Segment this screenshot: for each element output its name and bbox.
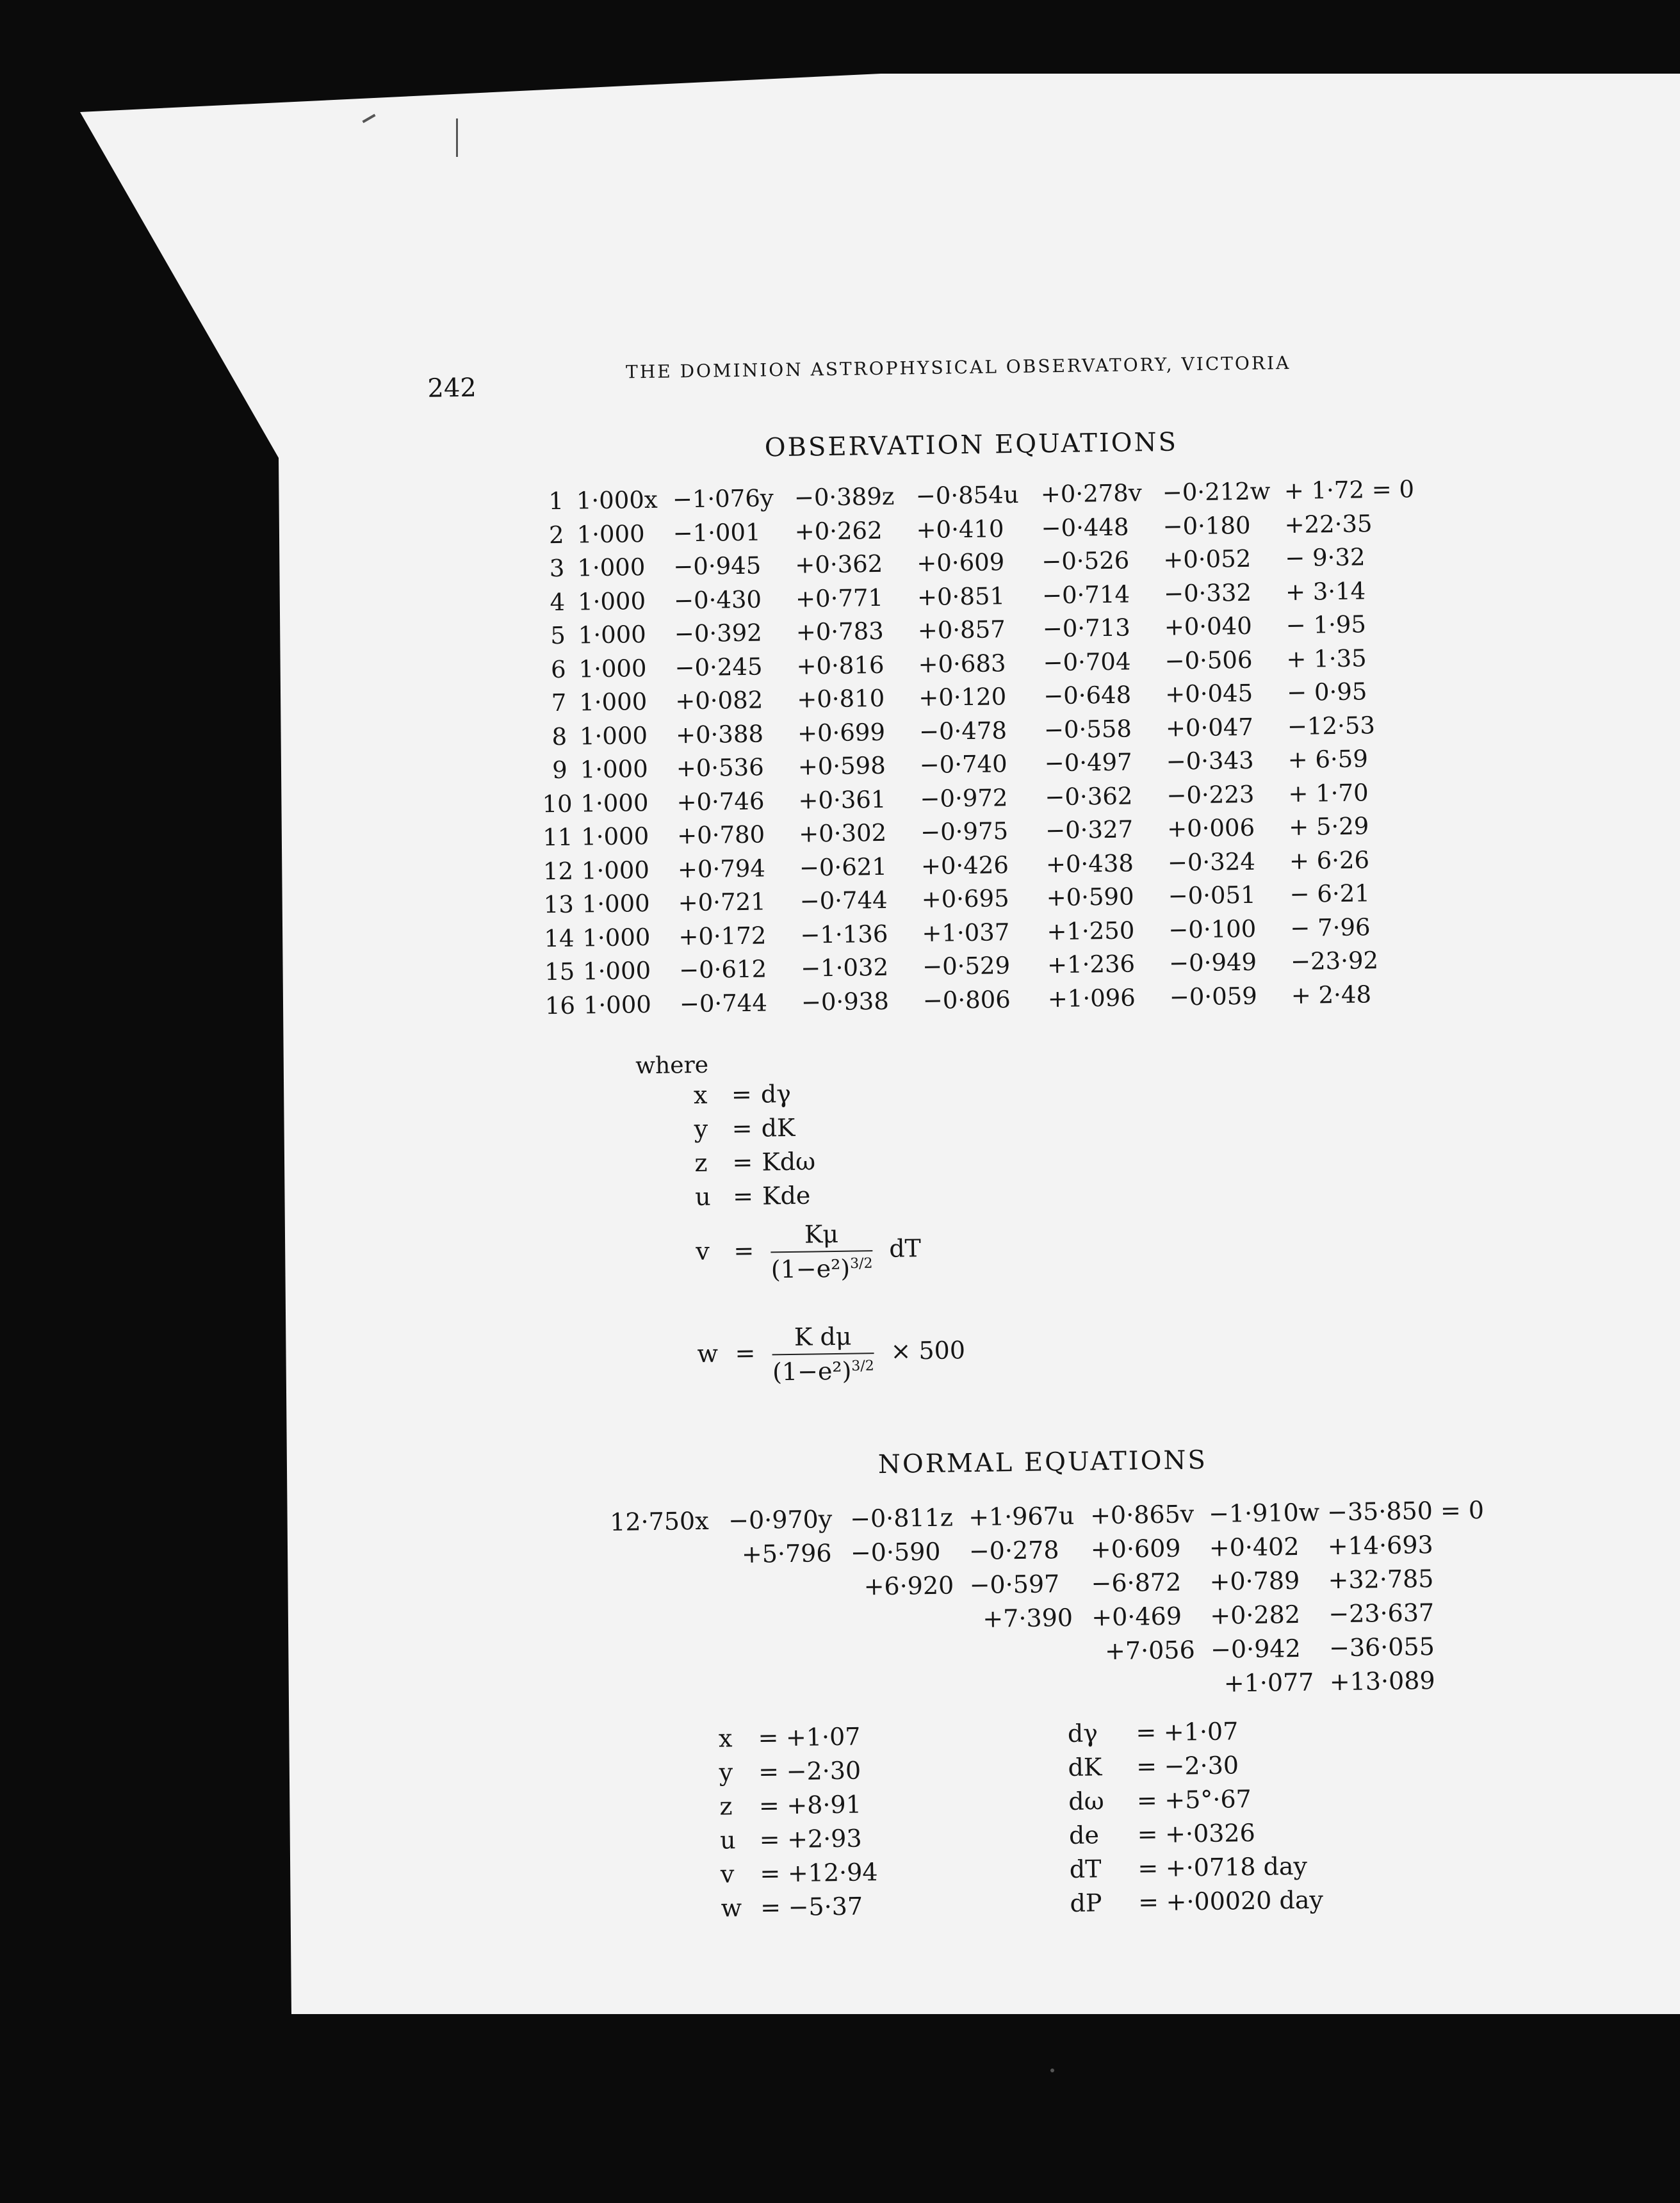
coefficient: 1·000 <box>578 654 647 683</box>
result-var: w <box>721 1894 742 1923</box>
denominator-base: (1−e²) <box>772 1356 852 1386</box>
coefficient: 1·000 <box>582 923 651 952</box>
definition-value: dK <box>761 1113 795 1142</box>
equation-number: 14 <box>544 924 575 952</box>
coefficient: −0·949 <box>1168 948 1257 977</box>
coefficient: +0·695 <box>921 884 1009 914</box>
normal-coefficient: +0·282 <box>1210 1600 1301 1630</box>
equation-number: 5 <box>550 621 566 650</box>
definition-w <box>697 1321 966 1387</box>
equation-number: 8 <box>551 722 567 751</box>
coefficient: 1·000 <box>583 990 652 1019</box>
coefficient: +1·096 <box>1047 983 1136 1012</box>
definition-x <box>694 1080 792 1109</box>
definition-var: x <box>693 1080 708 1110</box>
observation-row <box>540 644 1367 689</box>
normal-coefficient: +13·089 <box>1329 1666 1435 1696</box>
normal-coefficient: −6·872 <box>1091 1568 1182 1598</box>
result-value: +1·07 <box>785 1722 861 1752</box>
result-var: dP <box>1070 1889 1102 1917</box>
equation-number: 12 <box>542 857 574 885</box>
result-var: y <box>719 1758 733 1787</box>
coefficient: + 1·72 = 0 <box>1284 475 1415 505</box>
equals-sign: = <box>735 1338 756 1367</box>
equation-number: 4 <box>550 588 566 616</box>
result-line <box>719 1757 861 1787</box>
result-line <box>719 1723 861 1753</box>
normal-coefficient: −0·278 <box>968 1536 1059 1566</box>
equals-sign: = <box>1137 1820 1158 1849</box>
definition-tail: dT <box>888 1233 922 1263</box>
normal-coefficient: +0·609 <box>1090 1534 1181 1564</box>
normal-coefficient: −0·590 <box>850 1537 941 1567</box>
coefficient: +1·236 <box>1047 950 1136 979</box>
result-value: +12·94 <box>787 1858 878 1888</box>
equation-number: 7 <box>551 688 567 717</box>
fraction-numerator: K dμ <box>772 1322 874 1355</box>
coefficient: +0·851 <box>917 581 1006 611</box>
where-label: where <box>635 1052 709 1080</box>
result-value: +·00020 day <box>1166 1885 1324 1916</box>
coefficient: − 0·95 <box>1286 678 1367 707</box>
normal-coefficient: −0·597 <box>969 1570 1060 1600</box>
coefficient: 1·000 <box>576 519 645 549</box>
equals-sign: = <box>1138 1888 1159 1917</box>
fraction-numerator: Kμ <box>771 1219 872 1253</box>
coefficient: −0·430 <box>673 585 762 614</box>
definition-tail: × 500 <box>890 1335 966 1365</box>
result-var: dγ <box>1067 1719 1098 1748</box>
coefficient: 1·000 <box>581 856 650 884</box>
result-line <box>1070 1852 1308 1883</box>
coefficient: +0·794 <box>677 854 766 883</box>
equals-sign: = <box>1136 1718 1157 1747</box>
equals-sign: = <box>731 1114 753 1143</box>
coefficient: +0·598 <box>797 751 886 781</box>
coefficient: −12·53 <box>1287 711 1376 740</box>
result-value: −2·30 <box>1164 1751 1239 1780</box>
coefficient: −0·448 <box>1041 512 1129 542</box>
coefficient: −0·180 <box>1162 511 1251 541</box>
result-var: dK <box>1068 1753 1102 1782</box>
result-line <box>1070 1885 1323 1917</box>
coefficient: 1·000 <box>580 788 649 817</box>
equals-sign: = <box>758 1723 779 1752</box>
equals-sign: = <box>760 1859 781 1888</box>
result-line <box>721 1858 878 1888</box>
coefficient: −0·648 <box>1043 681 1132 710</box>
coefficient: 1·000 <box>579 721 648 750</box>
coefficient: 1·000 <box>577 553 646 582</box>
normal-coefficient: −0·811z <box>849 1503 954 1533</box>
fraction <box>772 1322 874 1386</box>
normal-coefficient: +6·920 <box>863 1571 954 1601</box>
equation-number: 9 <box>551 756 568 784</box>
coefficient: −0·392 <box>674 619 763 648</box>
result-var: de <box>1068 1821 1100 1849</box>
coefficient: −0·945 <box>673 551 762 581</box>
coefficient: +0·699 <box>797 718 886 747</box>
equals-sign: = <box>732 1148 753 1177</box>
coefficient: +0·426 <box>920 850 1009 880</box>
coefficient: −0·806 <box>922 985 1011 1014</box>
observation-row <box>538 475 1415 521</box>
coefficient: −0·704 <box>1043 647 1131 676</box>
coefficient: −0·343 <box>1166 746 1254 776</box>
coefficient: −0·714 <box>1041 580 1130 609</box>
coefficient: −0·744 <box>679 988 768 1018</box>
coefficient: −0·854u <box>915 480 1019 510</box>
definition-var: y <box>694 1114 708 1144</box>
fraction-denominator <box>771 1251 872 1283</box>
coefficient: 1·000 <box>579 688 648 717</box>
coefficient: 1·000x <box>576 485 658 515</box>
observation-row <box>544 980 1372 1025</box>
coefficient: +0·771 <box>795 583 884 613</box>
coefficient: 1·000 <box>577 587 646 615</box>
result-value: −5·37 <box>788 1892 863 1922</box>
result-line <box>1069 1819 1255 1849</box>
normal-coefficient: −35·850 = 0 <box>1326 1495 1485 1527</box>
result-value: −2·30 <box>786 1756 861 1786</box>
coefficient: −23·92 <box>1290 947 1379 976</box>
page-number: 242 <box>427 373 477 403</box>
definition-var: u <box>694 1182 711 1212</box>
normal-coefficient: +0·789 <box>1209 1566 1300 1596</box>
coefficient: + 5·29 <box>1288 812 1369 841</box>
fraction <box>771 1219 873 1283</box>
exponent: 3/2 <box>849 1255 873 1272</box>
definition-var: w <box>697 1339 719 1368</box>
definition-var: v <box>696 1237 710 1265</box>
normal-coefficient: −0·942 <box>1210 1634 1301 1664</box>
coefficient: +0·683 <box>918 649 1006 678</box>
result-var: dT <box>1069 1855 1102 1883</box>
normal-coefficient: +0·865v <box>1089 1500 1195 1530</box>
coefficient: +0·609 <box>917 548 1005 578</box>
exponent: 3/2 <box>851 1358 874 1374</box>
coefficient: −0·332 <box>1163 578 1252 608</box>
observation-row <box>544 947 1379 991</box>
equation-number: 2 <box>548 521 564 549</box>
equation-number: 13 <box>543 890 575 919</box>
coefficient: −1·001 <box>673 518 761 547</box>
equation-number: 16 <box>544 991 576 1020</box>
coefficient: +0·783 <box>795 617 885 646</box>
coefficient: −0·212w <box>1162 477 1271 507</box>
result-line <box>1068 1785 1252 1816</box>
equals-sign: = <box>1136 1786 1158 1815</box>
coefficient: 1·000 <box>578 621 647 649</box>
running-header: THE DOMINION ASTROPHYSICAL OBSERVATORY, VICTORIA <box>625 352 1291 383</box>
definition-value: dγ <box>760 1079 792 1109</box>
coefficient: +0·120 <box>918 683 1007 712</box>
equation-number: 3 <box>549 554 565 583</box>
coefficient: −0·558 <box>1043 714 1132 744</box>
coefficient: 1·000 <box>582 956 651 986</box>
normal-coefficient: +1·967u <box>968 1501 1075 1532</box>
coefficient: +0·052 <box>1163 544 1252 574</box>
equals-sign: = <box>732 1182 754 1211</box>
coefficient: −0·245 <box>674 652 763 681</box>
result-var: v <box>720 1860 735 1889</box>
normal-coefficient: −36·055 <box>1328 1632 1435 1662</box>
coefficient: −0·506 <box>1164 646 1253 675</box>
coefficient: − 7·96 <box>1290 913 1371 942</box>
coefficient: −0·526 <box>1041 546 1130 576</box>
coefficient: + 1·70 <box>1288 778 1369 808</box>
result-line <box>721 1892 863 1922</box>
coefficient: −0·529 <box>922 952 1011 981</box>
coefficient: −0·972 <box>920 783 1008 813</box>
result-value: +8·91 <box>787 1790 862 1820</box>
denominator-base: (1−e²) <box>771 1254 851 1284</box>
coefficient: −1·076y <box>672 484 774 514</box>
coefficient: 1·000 <box>582 889 650 918</box>
coefficient: − 6·21 <box>1289 879 1371 909</box>
coefficient: −0·324 <box>1167 847 1256 877</box>
coefficient: +0·780 <box>676 820 765 850</box>
coefficient: +0·362 <box>795 549 883 579</box>
normal-coefficient: +32·785 <box>1328 1564 1434 1595</box>
result-var: x <box>718 1724 733 1753</box>
result-value: +5°·67 <box>1164 1785 1252 1814</box>
definition-z <box>694 1147 815 1177</box>
observation-row <box>543 879 1371 924</box>
coefficient: + 3·14 <box>1285 576 1366 606</box>
fraction-denominator <box>772 1354 874 1386</box>
normal-equations-title: NORMAL EQUATIONS <box>877 1445 1208 1480</box>
coefficient: + 2·48 <box>1291 980 1372 1009</box>
result-line <box>719 1791 861 1821</box>
coefficient: −0·740 <box>919 750 1007 779</box>
coefficient: +1·037 <box>922 918 1010 947</box>
coefficient: +0·047 <box>1165 713 1254 742</box>
coefficient: +0·082 <box>675 686 763 715</box>
coefficient: +22·35 <box>1284 509 1373 539</box>
observation-row <box>542 812 1369 857</box>
observation-row <box>538 509 1373 555</box>
equation-number: 11 <box>542 823 573 852</box>
coefficient: −0·975 <box>920 817 1009 847</box>
coefficient: +0·278v <box>1040 479 1142 508</box>
coefficient: −0·744 <box>799 886 888 915</box>
coefficient: +0·172 <box>678 921 767 950</box>
observation-equations-title: OBSERVATION EQUATIONS <box>764 427 1178 463</box>
coefficient: +1·250 <box>1047 916 1135 945</box>
coefficient: +0·721 <box>678 888 766 917</box>
coefficient: −0·362 <box>1045 781 1133 811</box>
normal-coefficient: +1·077 <box>1223 1668 1314 1698</box>
coefficient: − 1·95 <box>1285 610 1367 640</box>
coefficient: + 6·59 <box>1287 745 1369 774</box>
coefficient: −0·621 <box>799 852 888 882</box>
equation-number: 1 <box>548 487 564 516</box>
definition-v <box>696 1219 922 1285</box>
coefficient: +0·361 <box>798 785 886 815</box>
result-line <box>720 1824 862 1854</box>
definition-value: Kde <box>762 1181 811 1210</box>
coefficient: +0·438 <box>1045 849 1134 878</box>
result-line <box>1068 1717 1239 1748</box>
coefficient: +0·590 <box>1046 882 1134 912</box>
coefficient: +0·262 <box>794 516 883 546</box>
coefficient: −1·032 <box>800 953 889 982</box>
equals-sign: = <box>731 1080 753 1109</box>
definition-value: Kdω <box>762 1147 816 1176</box>
coefficient: −0·100 <box>1168 915 1257 944</box>
equation-number: 15 <box>544 957 575 986</box>
coefficient: −0·478 <box>918 716 1007 745</box>
coefficient: 1·000 <box>580 822 649 851</box>
normal-coefficient: +0·469 <box>1091 1602 1182 1632</box>
normal-coefficient: +7·056 <box>1104 1636 1196 1666</box>
coefficient: − 9·32 <box>1284 543 1366 573</box>
result-var: u <box>719 1826 736 1855</box>
scan-mark <box>456 118 458 157</box>
coefficient: +0·536 <box>676 753 765 783</box>
coefficient: +0·857 <box>917 615 1006 645</box>
coefficient: + 1·35 <box>1286 644 1367 673</box>
coefficient: +0·006 <box>1166 813 1255 843</box>
equals-sign: = <box>1138 1854 1159 1883</box>
normal-coefficient: −23·637 <box>1328 1598 1435 1629</box>
normal-coefficient: +0·402 <box>1209 1532 1300 1562</box>
coefficient: +0·045 <box>1164 679 1253 708</box>
coefficient: +0·816 <box>796 651 885 680</box>
observation-row <box>542 845 1370 891</box>
observation-row <box>539 576 1366 622</box>
coefficient: +0·410 <box>916 514 1004 544</box>
coefficient: −1·136 <box>800 920 888 949</box>
coefficient: +0·746 <box>676 786 765 816</box>
scan-dot <box>1050 2069 1054 2072</box>
coefficient: 1·000 <box>580 754 649 784</box>
definition-y <box>694 1114 795 1143</box>
equals-sign: = <box>758 1791 780 1820</box>
coefficient: −0·051 <box>1168 881 1256 910</box>
equals-sign: = <box>759 1825 780 1854</box>
observation-row <box>540 610 1367 655</box>
result-value: +2·93 <box>787 1824 862 1854</box>
coefficient: −0·327 <box>1045 815 1134 845</box>
result-value: +1·07 <box>1163 1717 1239 1746</box>
definition-var: z <box>694 1148 708 1178</box>
coefficient: −0·938 <box>801 987 890 1016</box>
result-var: dω <box>1068 1787 1104 1816</box>
result-value: +·0326 <box>1164 1818 1256 1848</box>
coefficient: −0·223 <box>1166 780 1255 809</box>
normal-coefficient: +7·390 <box>983 1603 1073 1633</box>
coefficient: +0·040 <box>1164 612 1253 641</box>
coefficient: +0·302 <box>798 818 887 848</box>
equals-sign: = <box>733 1236 754 1265</box>
coefficient: −0·612 <box>678 955 767 984</box>
result-var: z <box>719 1792 733 1821</box>
normal-coefficient: +14·693 <box>1327 1530 1433 1561</box>
coefficient: + 6·26 <box>1289 845 1370 875</box>
equals-sign: = <box>758 1757 779 1786</box>
normal-coefficient: 12·750x <box>609 1506 709 1536</box>
normal-coefficient: −1·910w <box>1208 1498 1320 1528</box>
normal-coefficient: −0·970y <box>728 1505 833 1535</box>
equation-number: 10 <box>542 790 573 818</box>
result-value: +·0718 day <box>1165 1851 1308 1882</box>
normal-coefficient: +5·796 <box>741 1539 832 1569</box>
observation-row <box>541 711 1376 756</box>
equation-number: 6 <box>550 655 566 683</box>
coefficient: +0·388 <box>675 719 764 749</box>
coefficient: −0·497 <box>1044 748 1132 777</box>
coefficient: −0·713 <box>1042 614 1131 643</box>
equals-sign: = <box>760 1893 781 1922</box>
result-line <box>1068 1751 1239 1782</box>
coefficient: −0·389z <box>794 482 895 512</box>
equals-sign: = <box>1136 1752 1157 1781</box>
coefficient: +0·810 <box>797 684 885 713</box>
coefficient: −0·059 <box>1169 982 1258 1011</box>
definition-u <box>695 1182 811 1212</box>
